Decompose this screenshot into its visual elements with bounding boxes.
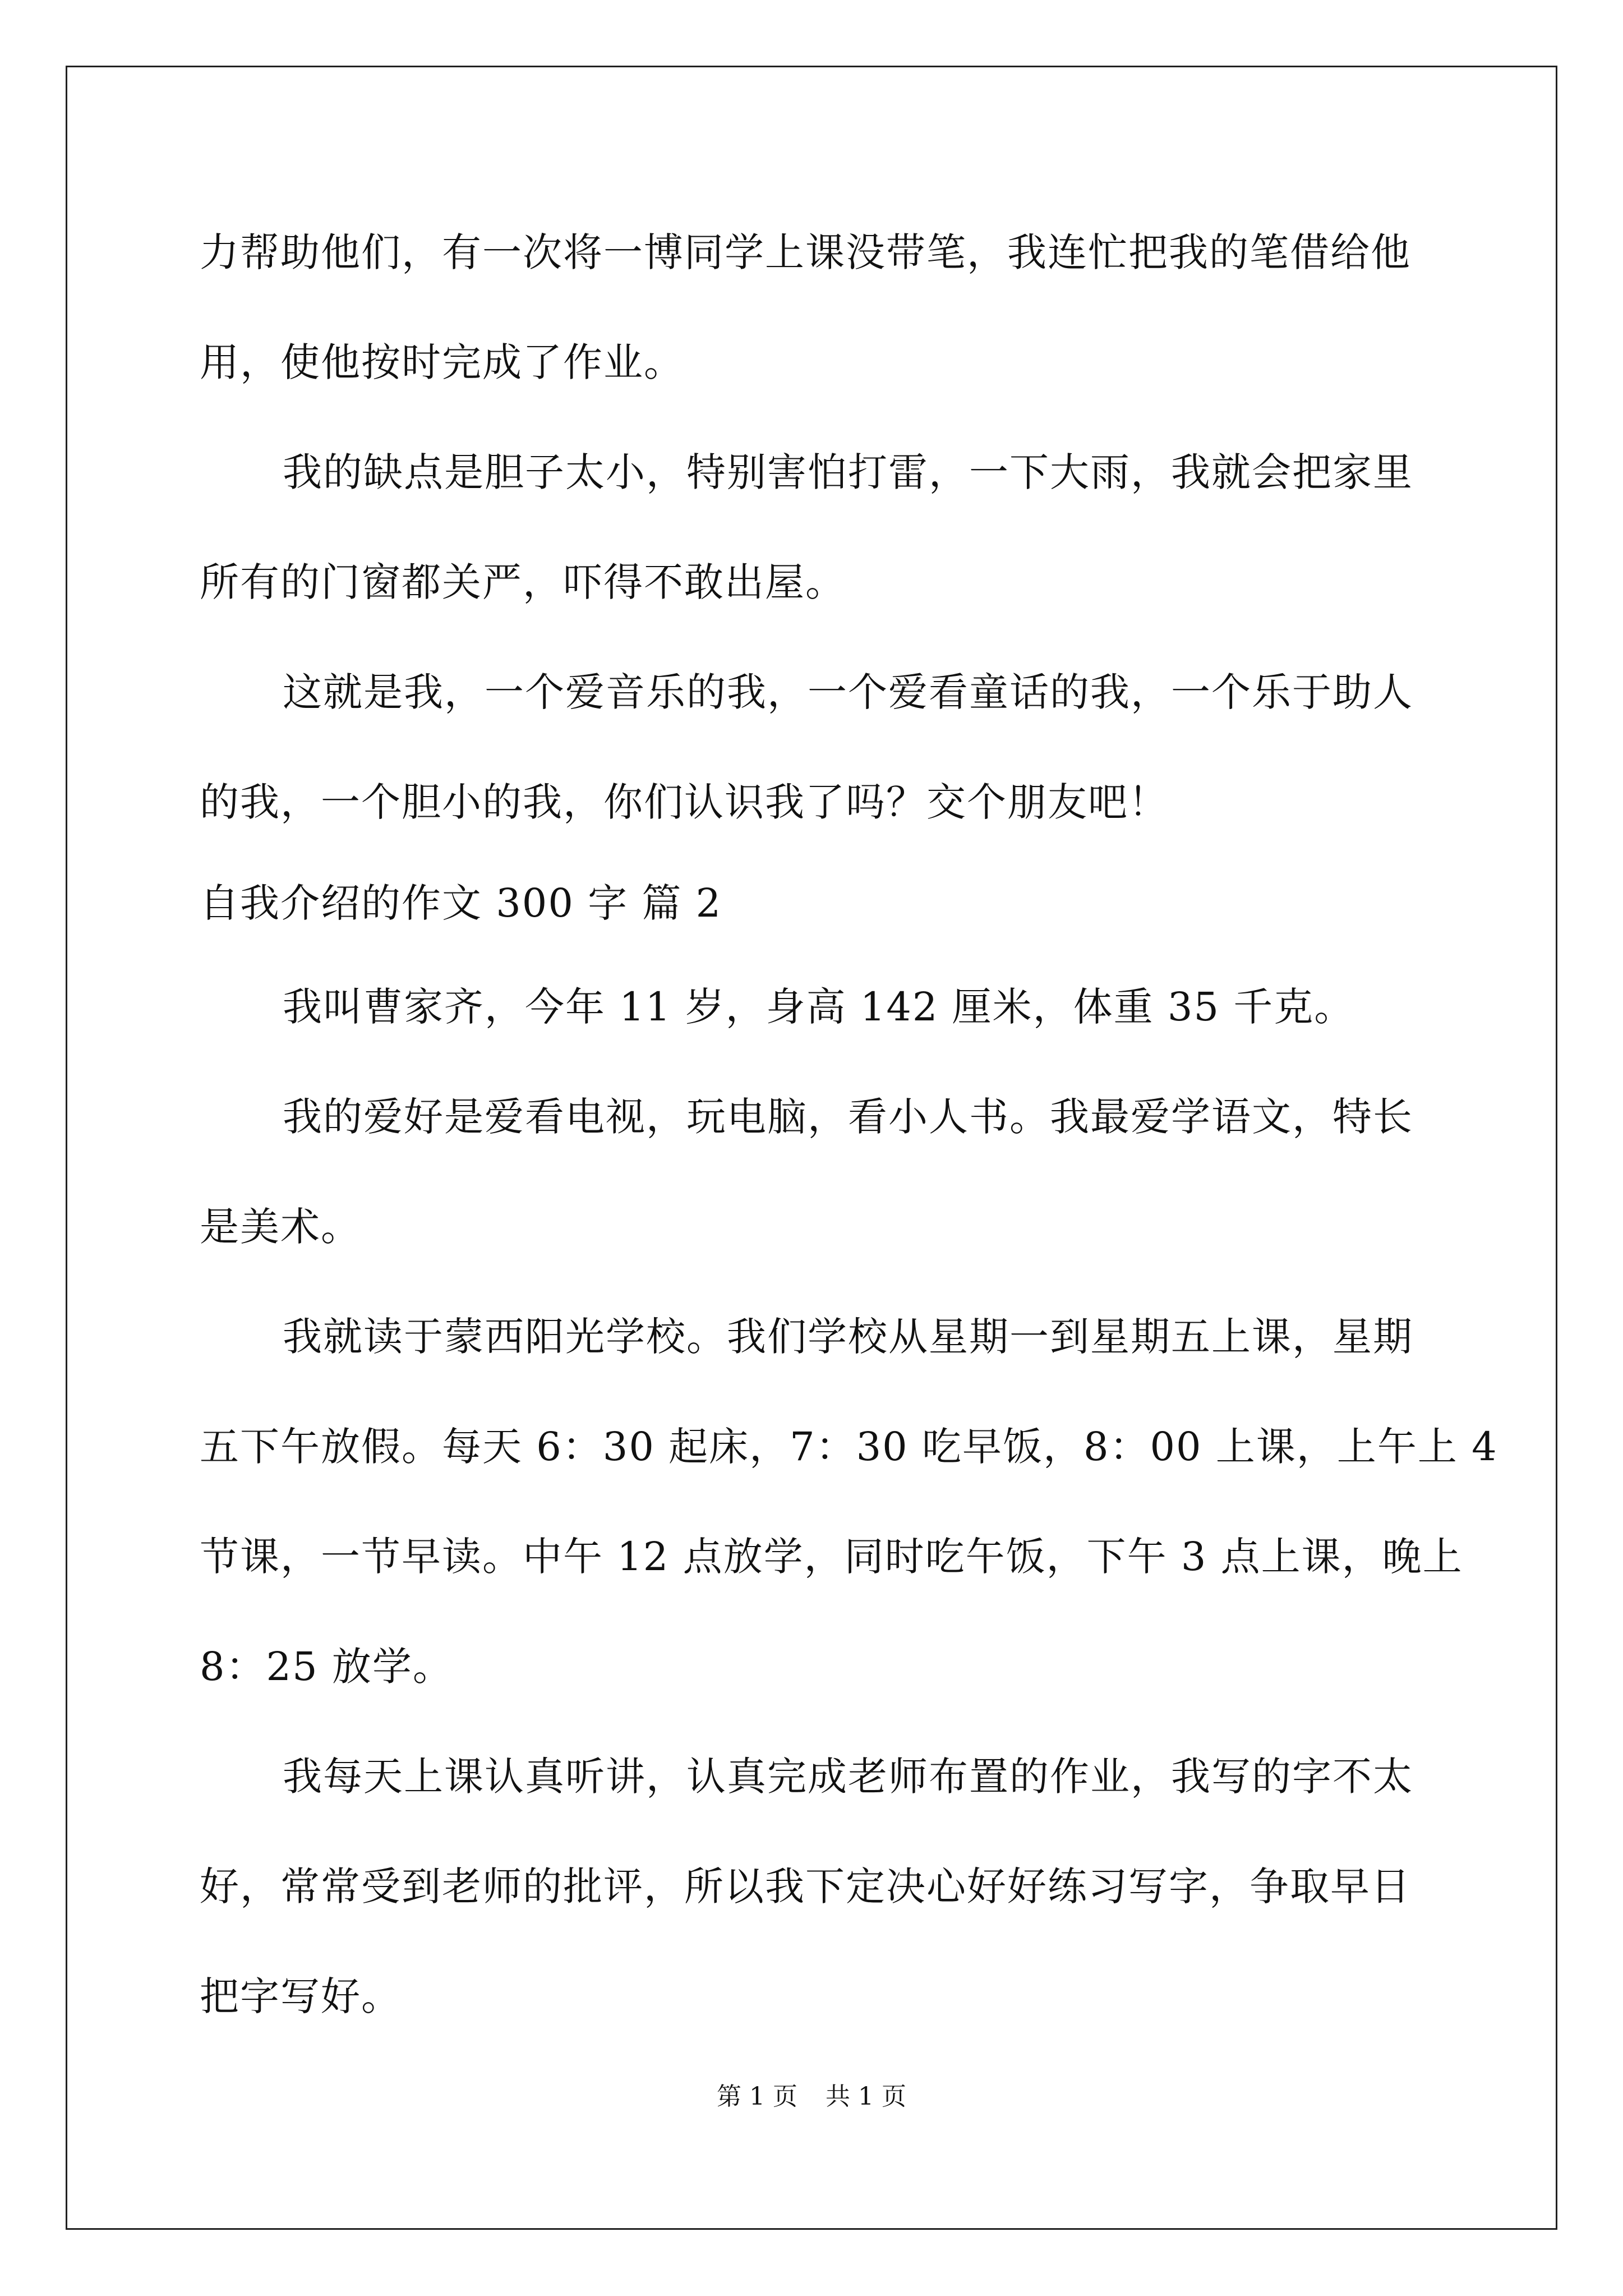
- page-total: 共 1 页: [826, 2082, 906, 2111]
- text-line: 用，使他按时完成了作业。: [200, 339, 684, 385]
- paragraph-start-line: 这就是我，一个爱音乐的我，一个爱看童话的我，一个乐于助人: [283, 669, 1413, 715]
- paragraph-start-line: 我叫曹家齐，今年 11 岁，身高 142 厘米，体重 35 千克。: [283, 984, 1355, 1030]
- page-footer: [0, 2080, 1623, 2114]
- text-line: 把字写好。: [200, 1973, 402, 2019]
- text-line: 是美术。: [200, 1204, 361, 1250]
- section-heading: 自我介绍的作文 300 字 篇 2: [200, 880, 722, 926]
- text-line: 8：25 放学。: [200, 1644, 453, 1690]
- paragraph-start-line: 我的缺点是胆子太小，特别害怕打雷，一下大雨，我就会把家里: [283, 449, 1413, 495]
- text-line: 力帮助他们，有一次将一博同学上课没带笔，我连忙把我的笔借给他: [200, 229, 1411, 275]
- page-number: 第 1 页: [717, 2082, 797, 2111]
- paragraph-start-line: 我每天上课认真听讲，认真完成老师布置的作业，我写的字不太: [283, 1754, 1413, 1800]
- text-line: 五下午放假。每天 6：30 起床，7：30 吃早饭，8：00 上课，上午上 4: [200, 1424, 1498, 1470]
- paragraph-start-line: 我就读于蒙西阳光学校。我们学校从星期一到星期五上课，星期: [283, 1314, 1413, 1360]
- paragraph-start-line: 我的爱好是爱看电视，玩电脑，看小人书。我最爱学语文，特长: [283, 1094, 1413, 1140]
- text-line: 节课，一节早读。中午 12 点放学，同时吃午饭，下午 3 点上课，晚上: [200, 1534, 1463, 1580]
- text-line: 所有的门窗都关严，吓得不敢出屋。: [200, 559, 846, 605]
- text-line: 的我，一个胆小的我，你们认识我了吗？交个朋友吧！: [200, 779, 1169, 825]
- text-line: 好，常常受到老师的批评，所以我下定决心好好练习写字，争取早日: [200, 1864, 1411, 1910]
